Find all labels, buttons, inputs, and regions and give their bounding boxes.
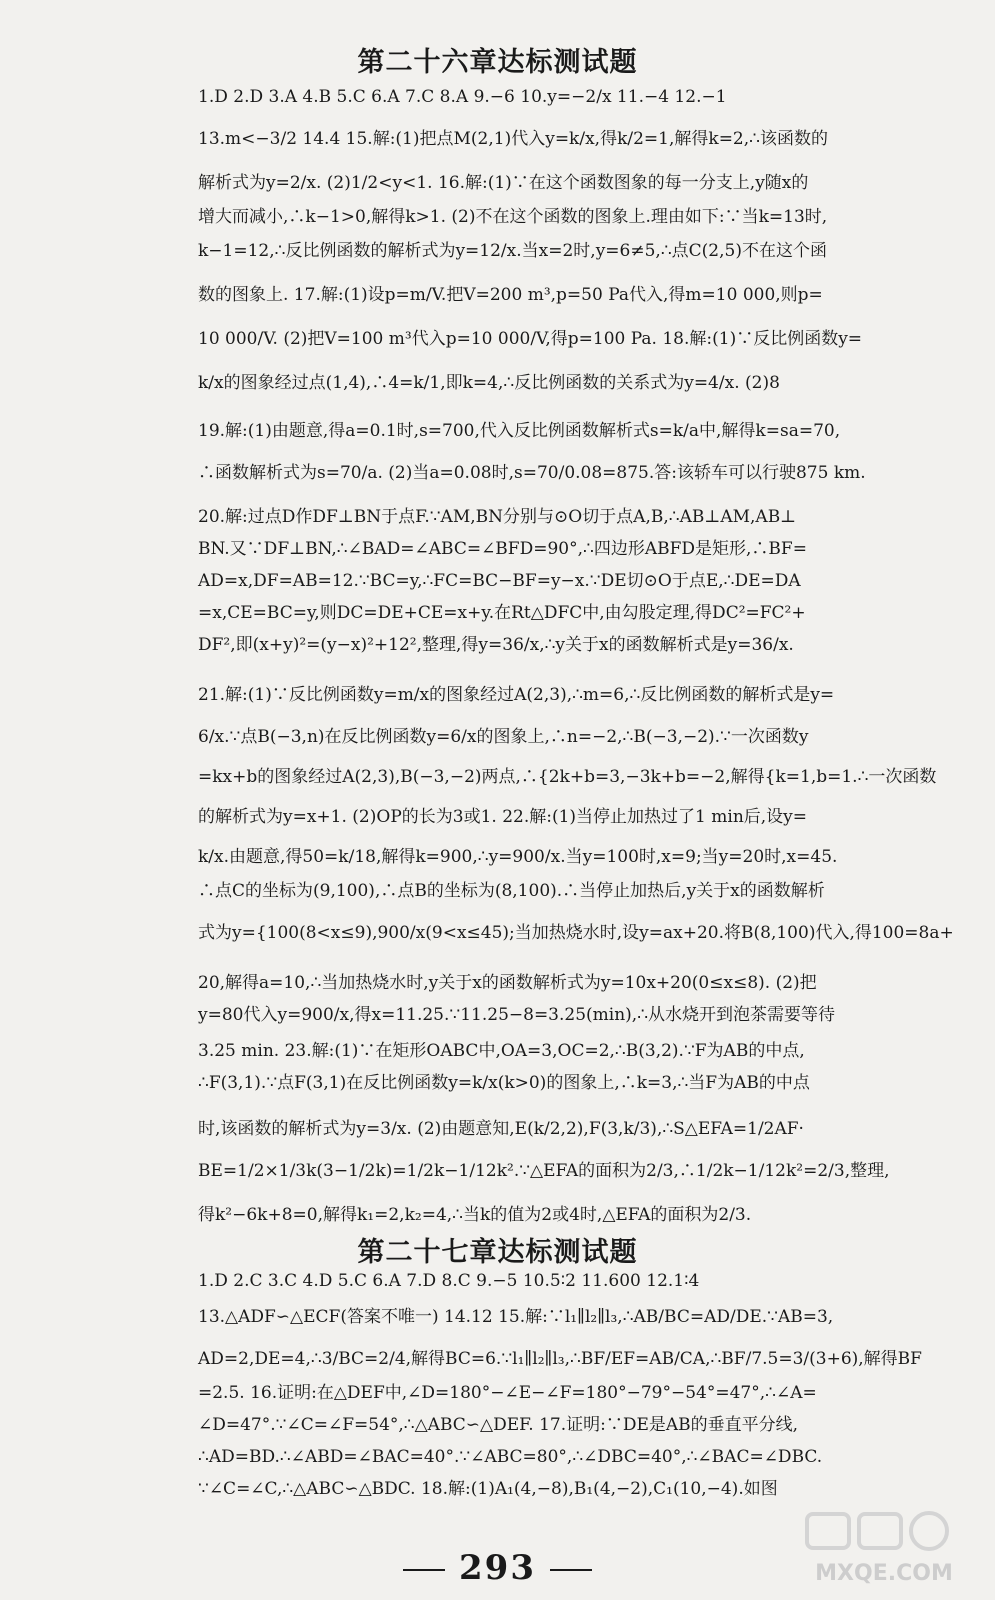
text-line: =2.5. 16.证明:在△DEF中,∠D=180°−∠E−∠F=180°−79°−54°=47°,∴∠A= xyxy=(198,1383,817,1403)
text-line: 13.△ADF∽△ECF(答案不唯一) 14.12 15.解:∵l₁∥l₂∥l₃,∴AB/BC=AD/DE.∵AB=3, xyxy=(198,1307,834,1327)
dash-left xyxy=(403,1569,445,1571)
text-line: 3.25 min. 23.解:(1)∵在矩形OABC中,OA=3,OC=2,∴B(3,2).∵F为AB的中点, xyxy=(198,1041,805,1061)
text-line: =kx+b的图象经过A(2,3),B(−3,−2)两点,∴{2k+b=3,−3k+b=−2,解得{k=1,b=1.∴一次函数 xyxy=(198,767,937,787)
text-line: k/x的图象经过点(1,4),∴4=k/1,即k=4,∴反比例函数的关系式为y=4/x. (2)8 xyxy=(198,373,780,393)
text-line: 21.解:(1)∵反比例函数y=m/x的图象经过A(2,3),∴m=6,∴反比例函数的解析式是y= xyxy=(198,685,835,705)
text-line: 增大而减小,∴k−1>0,解得k>1. (2)不在这个函数的图象上.理由如下:∵当k=13时, xyxy=(198,207,828,227)
text-line: 20,解得a=10,∴当加热烧水时,y关于x的函数解析式为y=10x+20(0≤x≤8). (2)把 xyxy=(198,973,817,993)
text-line: ∴函数解析式为s=70/a. (2)当a=0.08时,s=70/0.08=875.答:该轿车可以行驶875 km. xyxy=(198,463,866,483)
text-line: ∵∠C=∠C,∴△ABC∽△BDC. 18.解:(1)A₁(4,−8),B₁(4,−2),C₁(10,−4).如图 xyxy=(198,1479,778,1499)
text-line: AD=2,DE=4,∴3/BC=2/4,解得BC=6.∵l₁∥l₂∥l₃,∴BF/EF=AB/CA,∴BF/7.5=3/(3+6),解得BF xyxy=(198,1349,922,1369)
logo-block-1 xyxy=(807,1514,849,1548)
watermark-text: MXQE.COM xyxy=(815,1561,953,1586)
section-title-ch26: 第二十六章达标测试题 xyxy=(357,47,638,78)
text-line: AD=x,DF=AB=12.∵BC=y,∴FC=BC−BF=y−x.∵DE切⊙O于点E,∴DE=DA xyxy=(198,571,801,591)
text-line: ∴点C的坐标为(9,100),∴点B的坐标为(8,100).∴当停止加热后,y关于x的函数解析 xyxy=(198,881,825,901)
section-title-ch27: 第二十七章达标测试题 xyxy=(357,1237,638,1268)
page-number-text: 293 xyxy=(459,1548,536,1588)
text-line: ∠D=47°.∵∠C=∠F=54°,∴△ABC∽△DEF. 17.证明:∵DE是AB的垂直平分线, xyxy=(198,1415,799,1435)
text-line: 10 000/V. (2)把V=100 m³代入p=10 000/V,得p=100 Pa. 18.解:(1)∵反比例函数y= xyxy=(198,329,863,349)
text-line: 式为y={100(8<x≤9),900/x(9<x≤45);当加热烧水时,设y=ax+20.将B(8,100)代入,得100=8a+ xyxy=(198,923,954,943)
text-line: 的解析式为y=x+1. (2)OP的长为3或1. 22.解:(1)当停止加热过了1 min后,设y= xyxy=(198,807,808,827)
watermark-logo xyxy=(789,1508,979,1588)
text-line: 数的图象上. 17.解:(1)设p=m/V.把V=200 m³,p=50 Pa代入,得m=10 000,则p= xyxy=(198,285,823,305)
text-line: y=80代入y=900/x,得x=11.25.∵11.25−8=3.25(min),∴从水烧开到泡茶需要等待 xyxy=(198,1005,836,1025)
text-line: ∴AD=BD.∴∠ABD=∠BAC=40°.∵∠ABC=80°,∴∠DBC=40°,∴∠BAC=∠DBC. xyxy=(198,1447,823,1467)
text-line: DF²,即(x+y)²=(y−x)²+12²,整理,得y=36/x,∴y关于x的函数解析式是y=36/x. xyxy=(198,635,794,655)
text-line: =x,CE=BC=y,则DC=DE+CE=x+y.在Rt△DFC中,由勾股定理,得DC²=FC²+ xyxy=(198,603,806,623)
text-line: k/x.由题意,得50=k/18,解得k=900,∴y=900/x.当y=100时,x=9;当y=20时,x=45. xyxy=(198,847,838,867)
logo-circle xyxy=(911,1513,947,1549)
logo-block-2 xyxy=(859,1514,901,1548)
text-line: 得k²−6k+8=0,解得k₁=2,k₂=4,∴当k的值为2或4时,△EFA的面积为2/3. xyxy=(198,1205,752,1225)
text-line: 6/x.∵点B(−3,n)在反比例函数y=6/x的图象上,∴n=−2,∴B(−3,−2).∵一次函数y xyxy=(198,727,809,747)
text-line: 时,该函数的解析式为y=3/x. (2)由题意知,E(k/2,2),F(3,k/3),∴S△EFA=1/2AF· xyxy=(198,1119,804,1139)
text-line: 19.解:(1)由题意,得a=0.1时,s=700,代入反比例函数解析式s=k/a中,解得k=sa=70, xyxy=(198,421,841,441)
text-line: 13.m<−3/2 14.4 15.解:(1)把点M(2,1)代入y=k/x,得k/2=1,解得k=2,∴该函数的 xyxy=(198,129,828,149)
text-line: 20.解:过点D作DF⊥BN于点F.∵AM,BN分别与⊙O切于点A,B,∴AB⊥AM,AB⊥ xyxy=(198,507,797,527)
text-line: BE=1/2×1/3k(3−1/2k)=1/2k−1/12k².∵△EFA的面积为2/3,∴1/2k−1/12k²=2/3,整理, xyxy=(198,1161,890,1181)
text-line: 1.D 2.D 3.A 4.B 5.C 6.A 7.C 8.A 9.−6 10.y=−2/x 11.−4 12.−1 xyxy=(198,87,727,107)
text-line: 1.D 2.C 3.C 4.D 5.C 6.A 7.D 8.C 9.−5 10.5∶2 11.600 12.1∶4 xyxy=(198,1271,700,1291)
text-line: 解析式为y=2/x. (2)1/2<y<1. 16.解:(1)∵在这个函数图象的每一分支上,y随x的 xyxy=(198,173,809,193)
dash-right xyxy=(550,1569,592,1571)
text-line: ∴F(3,1).∵点F(3,1)在反比例函数y=k/x(k>0)的图象上,∴k=3,∴当F为AB的中点 xyxy=(198,1073,810,1093)
text-line: BN.又∵DF⊥BN,∴∠BAD=∠ABC=∠BFD=90°,∴四边形ABFD是矩形,∴BF= xyxy=(198,539,807,559)
text-line: k−1=12,∴反比例函数的解析式为y=12/x.当x=2时,y=6≠5,∴点C(2,5)不在这个函 xyxy=(198,241,827,261)
